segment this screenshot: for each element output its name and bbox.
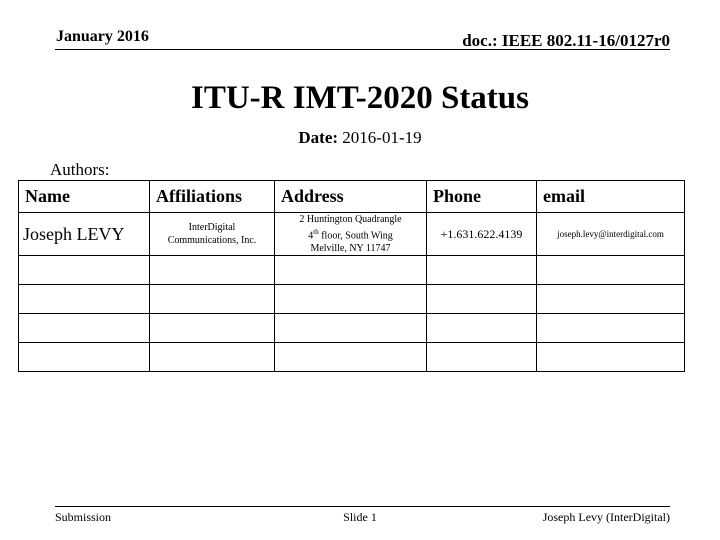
cell-address bbox=[275, 213, 427, 256]
header-phone: Phone bbox=[427, 181, 537, 213]
cell-phone: +1.631.622.4139 bbox=[427, 213, 537, 256]
date-line bbox=[0, 128, 720, 148]
table-row bbox=[19, 213, 685, 256]
authors-label: Authors: bbox=[50, 160, 110, 179]
header-email: email bbox=[537, 181, 685, 213]
empty-cell bbox=[537, 314, 685, 343]
empty-cell bbox=[19, 343, 150, 372]
address-line1: 2 Huntington Quadrangle bbox=[299, 214, 402, 225]
address-line2-rest: floor, South Wing bbox=[318, 230, 393, 242]
footer-author: Joseph Levy (InterDigital) bbox=[542, 510, 670, 524]
header-affiliations: Affiliations bbox=[150, 181, 275, 213]
footer-slide-number: Slide 1 bbox=[343, 510, 377, 524]
empty-cell bbox=[275, 256, 427, 285]
empty-cell bbox=[150, 314, 275, 343]
empty-cell bbox=[427, 314, 537, 343]
empty-cell bbox=[427, 285, 537, 314]
empty-cell bbox=[427, 256, 537, 285]
footer-divider bbox=[55, 506, 670, 507]
header-divider bbox=[55, 49, 670, 50]
address-line2-sup: th bbox=[313, 228, 319, 236]
header-name: Name bbox=[19, 181, 150, 213]
empty-cell bbox=[275, 343, 427, 372]
empty-cell bbox=[537, 285, 685, 314]
empty-cell bbox=[150, 285, 275, 314]
empty-cell bbox=[275, 314, 427, 343]
table-row-empty bbox=[19, 285, 685, 314]
affiliation-line2: Communications, Inc. bbox=[167, 235, 257, 247]
empty-cell bbox=[150, 256, 275, 285]
footer-submission: Submission bbox=[55, 510, 112, 524]
date-label: Date: bbox=[298, 128, 339, 147]
empty-cell bbox=[19, 314, 150, 343]
cell-name: Joseph LEVY bbox=[19, 213, 150, 256]
table-header-row bbox=[19, 181, 685, 213]
empty-cell bbox=[427, 343, 537, 372]
slide-title: ITU-R IMT-2020 Status bbox=[191, 80, 529, 116]
header-doc-id: doc.: IEEE 802.11-16/0127r0 bbox=[462, 31, 670, 50]
address-line3: Melville, NY 11747 bbox=[310, 243, 391, 255]
empty-cell bbox=[19, 256, 150, 285]
address-line2-num: 4 bbox=[308, 230, 314, 242]
cell-affiliation bbox=[150, 213, 275, 256]
table-row-empty bbox=[19, 256, 685, 285]
date-value: 2016-01-19 bbox=[342, 128, 422, 147]
authors-table bbox=[18, 180, 685, 372]
table-row-empty bbox=[19, 314, 685, 343]
empty-cell bbox=[275, 285, 427, 314]
empty-cell bbox=[537, 256, 685, 285]
affiliation-line1: InterDigital bbox=[188, 222, 236, 234]
header-date: January 2016 bbox=[56, 28, 149, 45]
cell-email: joseph.levy@interdigital.com bbox=[537, 213, 685, 256]
header-address: Address bbox=[275, 181, 427, 213]
empty-cell bbox=[150, 343, 275, 372]
empty-cell bbox=[19, 285, 150, 314]
empty-cell bbox=[537, 343, 685, 372]
table-row-empty bbox=[19, 343, 685, 372]
